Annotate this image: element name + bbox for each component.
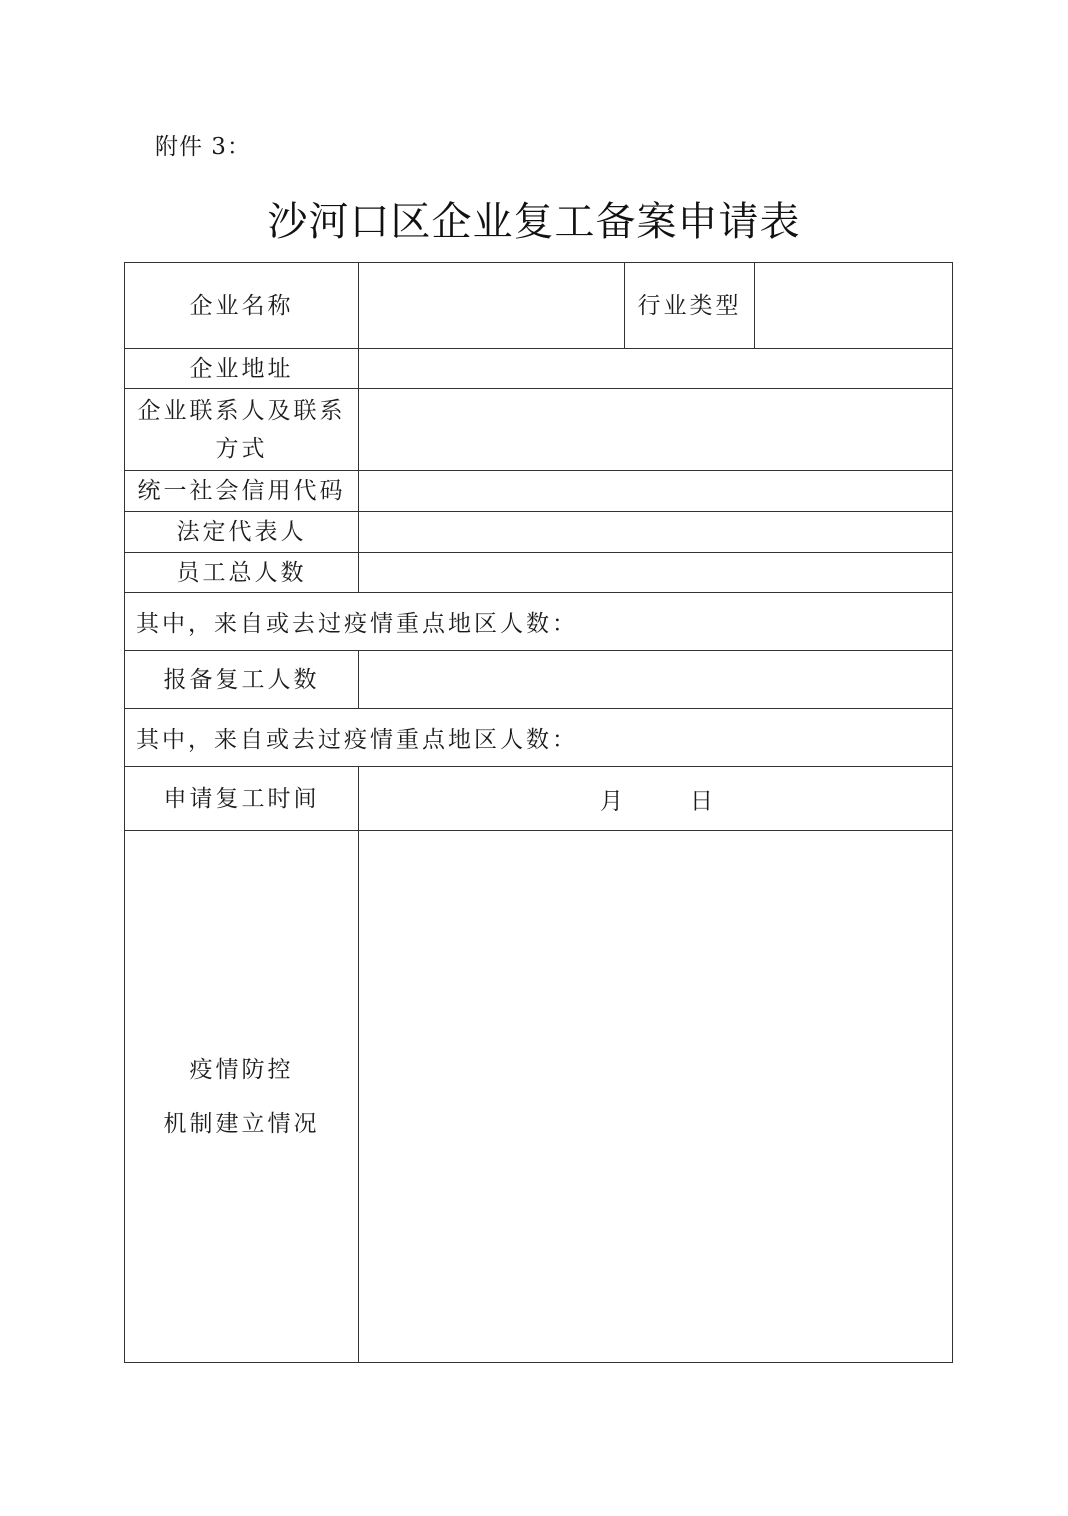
industry-type-label: 行业类型 [625,263,755,349]
return-staff-field[interactable] [359,651,953,709]
row-credit-code [125,471,953,512]
legal-rep-label: 法定代表人 [125,512,359,553]
contact-label [125,389,359,471]
day-label: 日 [690,788,716,814]
total-staff-label: 员工总人数 [125,553,359,593]
month-label: 月 [600,788,626,814]
contact-label-line1: 企业联系人及联系 [137,397,346,424]
return-date-label: 申请复工时间 [125,767,359,831]
row-prevention-mechanism [125,831,953,1363]
company-name-label: 企业名称 [125,263,359,349]
total-staff-epidemic-field[interactable]: 其中，来自或去过疫情重点地区人数： [125,593,953,651]
company-address-field[interactable] [359,349,953,389]
return-staff-epidemic-field[interactable]: 其中，来自或去过疫情重点地区人数： [125,709,953,767]
row-return-date [125,767,953,831]
return-staff-label: 报备复工人数 [125,651,359,709]
total-staff-field[interactable] [359,553,953,593]
legal-rep-field[interactable] [359,512,953,553]
credit-code-label: 统一社会信用代码 [125,471,359,512]
registration-form-table [124,262,953,1363]
row-return-staff [125,651,953,709]
attachment-label: 附件 3： [155,134,251,160]
document-title: 沙河口区企业复工备案申请表 [267,199,801,245]
industry-type-field[interactable] [755,263,953,349]
row-contact [125,389,953,471]
row-return-staff-epidemic [125,709,953,767]
contact-label-line2: 方式 [215,435,268,462]
contact-field[interactable] [359,389,953,471]
prevention-label [125,831,359,1363]
row-company-address [125,349,953,389]
row-total-staff [125,553,953,593]
return-date-field[interactable] [359,767,953,831]
row-total-staff-epidemic [125,593,953,651]
company-address-label: 企业地址 [125,349,359,389]
prevention-label-line1: 疫情防控 [189,1056,294,1083]
row-company-name [125,263,953,349]
credit-code-field[interactable] [359,471,953,512]
row-legal-rep [125,512,953,553]
company-name-field[interactable] [359,263,625,349]
prevention-label-line2: 机制建立情况 [163,1110,320,1137]
prevention-mechanism-field[interactable] [359,831,953,1363]
